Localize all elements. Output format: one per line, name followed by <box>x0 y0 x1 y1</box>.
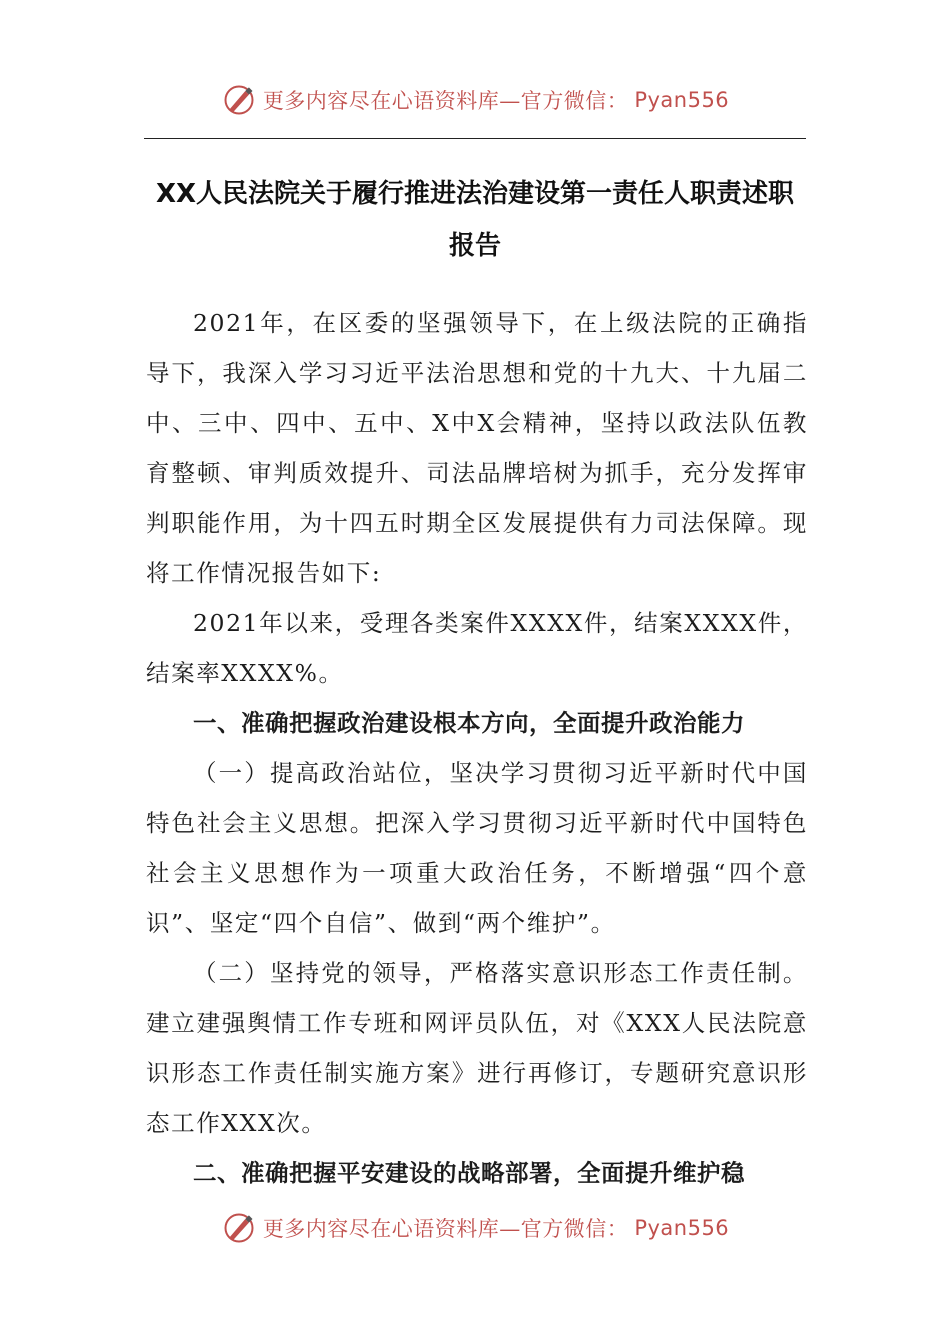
document-body <box>146 298 808 1198</box>
paragraph-subsection-2: （二）坚持党的领导，严格落实意识形态工作责任制。建立建强舆情工作专班和网评员队伍，对《XXX人民法院意识形态工作责任制实施方案》进行再修订，专题研究意识形态工作XXX次。 <box>146 959 808 1137</box>
document-title: XX人民法院关于履行推进法治建设第一责任人职责述职报告 <box>155 179 795 261</box>
watermark-footer <box>0 1210 950 1246</box>
watermark-wechat-id: Pyan556 <box>634 88 730 112</box>
watermark-text: 更多内容尽在心语资料库—官方微信： <box>262 89 629 113</box>
paragraph-subsection-1: （一）提高政治站位，坚决学习贯彻习近平新时代中国特色社会主义思想。把深入学习贯彻习近平新时代中国特色社会主义思想作为一项重大政治任务，不断增强“四个意识”、坚定“四个自信”、做到“两个维护”。 <box>146 759 808 937</box>
paragraph-case-stats: 2021年以来，受理各类案件XXXX件，结案XXXX件，结案率XXXX%。 <box>146 609 808 687</box>
section-heading-2: 二、准确把握平安建设的战略部署，全面提升维护稳 <box>193 1159 745 1187</box>
paragraph-intro: 2021年，在区委的坚强领导下，在上级法院的正确指导下，我深入学习习近平法治思想和党的十九大、十九届二中、三中、四中、五中、X中X会精神，坚持以政法队伍教育整顿、审判质效提升、司法品牌培树为抓手，充分发挥审判职能作用，为十四五时期全区发展提供有力司法保障。现将工作情况报告如下: <box>146 309 808 587</box>
header-divider <box>144 138 806 139</box>
pen-logo-icon <box>221 1210 257 1246</box>
watermark-wechat-id: Pyan556 <box>634 1216 730 1240</box>
pen-logo-icon <box>221 82 257 118</box>
watermark-text: 更多内容尽在心语资料库—官方微信： <box>262 1217 629 1241</box>
section-heading-1: 一、准确把握政治建设根本方向，全面提升政治能力 <box>193 709 745 737</box>
watermark-header <box>0 82 950 118</box>
